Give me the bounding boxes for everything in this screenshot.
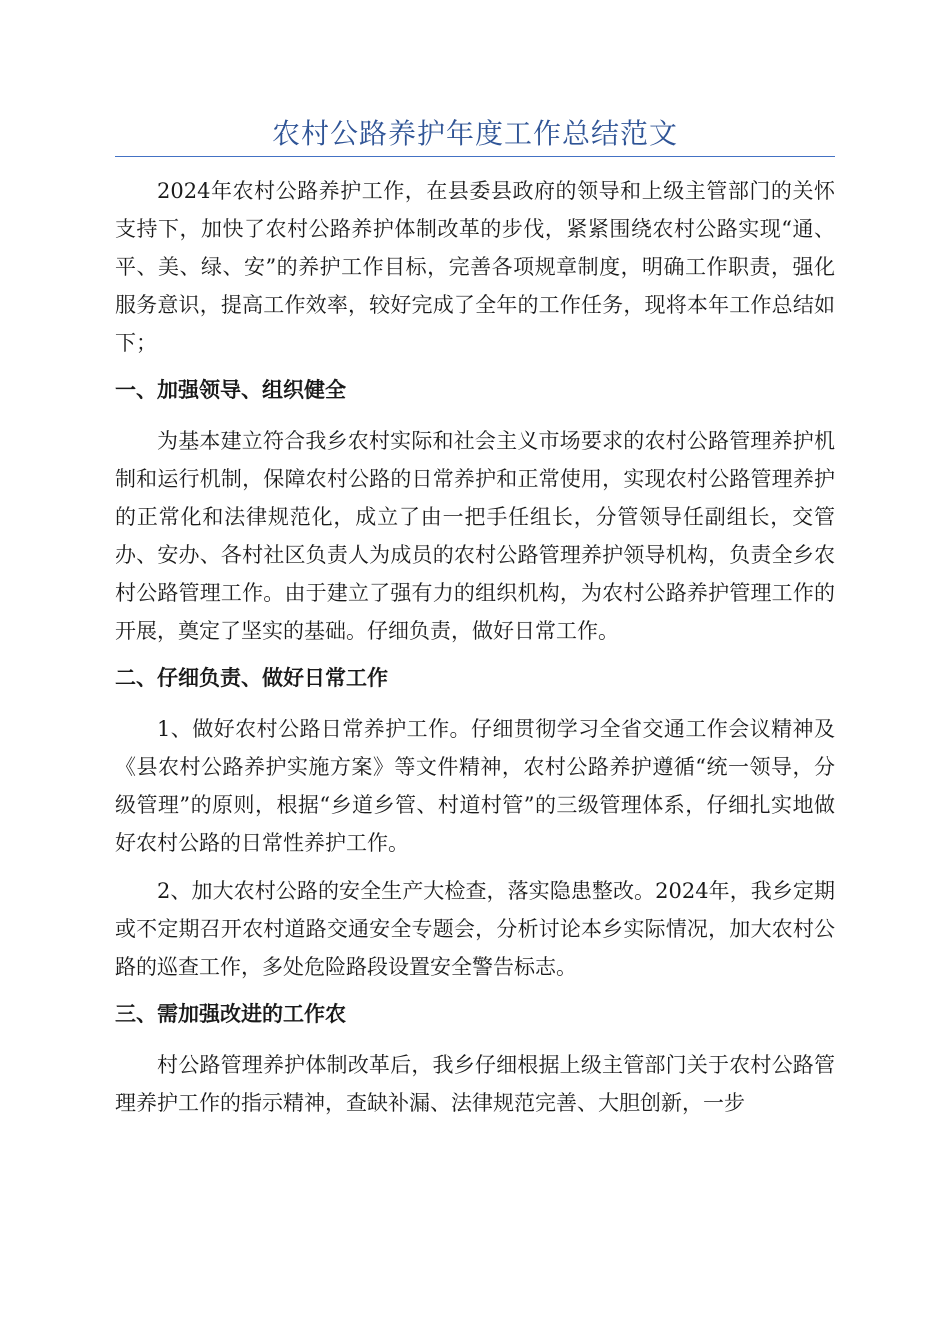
section-2-paragraph-1: 1、做好农村公路日常养护工作。仔细贯彻学习全省交通工作会议精神及《县农村公路养护实施方案》等文件精神，农村公路养护遵循“统一领导，分级管理”的原则，根据“乡道乡管、村道村管”的三级管理体系，仔细扎实地做好农村公路的日常性养护工作。: [115, 717, 835, 855]
intro-paragraph: 2024年农村公路养护工作，在县委县政府的领导和上级主管部门的关怀支持下，加快了农村公路养护体制改革的步伐，紧紧围绕农村公路实现“通、平、美、绿、安”的养护工作目标，完善各项规章制度，明确工作职责，强化服务意识，提高工作效率，较好完成了全年的工作任务，现将本年工作总结如下；: [115, 179, 835, 355]
section-heading-2: 二、仔细负责、做好日常工作: [115, 666, 388, 690]
document-title: 农村公路养护年度工作总结范文: [271, 117, 678, 150]
section-heading-3: 三、需加强改进的工作农: [115, 1002, 346, 1026]
document-body: [115, 172, 835, 1132]
section-heading-1: 一、加强领导、组织健全: [115, 378, 346, 402]
section-1-paragraph-1: 为基本建立符合我乡农村实际和社会主义市场要求的农村公路管理养护机制和运行机制，保障农村公路的日常养护和正常使用，实现农村公路管理养护的正常化和法律规范化，成立了由一把手任组长，分管领导任副组长，交管办、安办、各村社区负责人为成员的农村公路管理养护领导机构，负责全乡农村公路管理工作。由于建立了强有力的组织机构，为农村公路养护管理工作的开展，奠定了坚实的基础。仔细负责，做好日常工作。: [115, 429, 835, 643]
section-2-paragraph-2: 2、加大农村公路的安全生产大检查，落实隐患整改。2024年，我乡定期或不定期召开农村道路交通安全专题会，分析讨论本乡实际情况，加大农村公路的巡查工作，多处危险路段设置安全警告标志。: [115, 879, 835, 979]
section-3-paragraph-1: 村公路管理养护体制改革后，我乡仔细根据上级主管部门关于农村公路管理养护工作的指示精神，查缺补漏、法律规范完善、大胆创新，一步: [115, 1053, 835, 1115]
title-block: [115, 112, 835, 157]
